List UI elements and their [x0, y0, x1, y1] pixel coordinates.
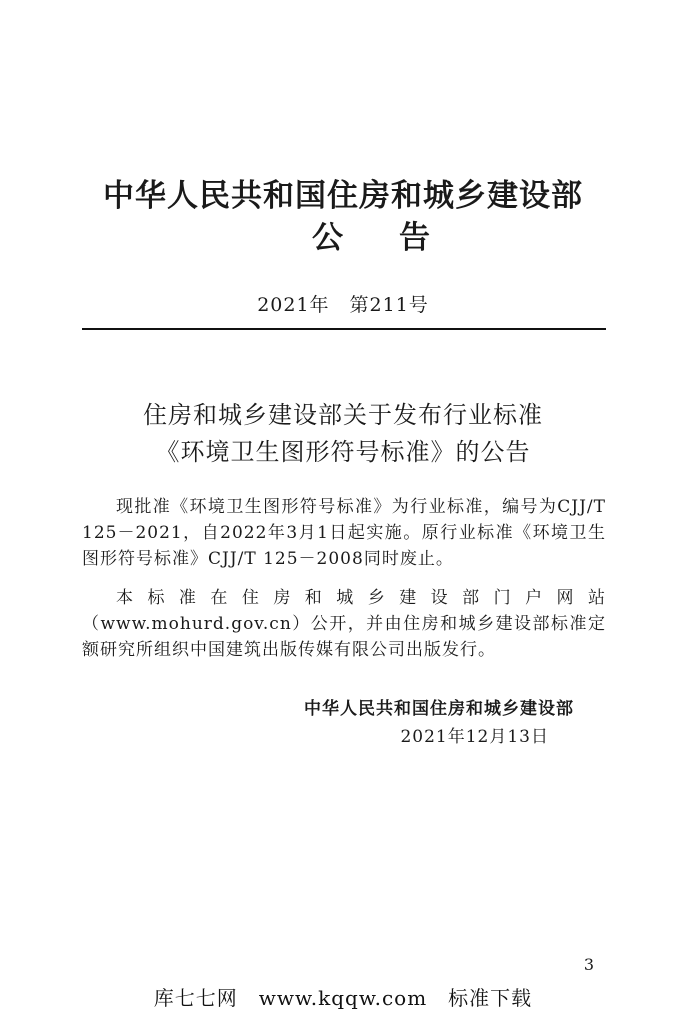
notice-heading: 公告 — [312, 220, 486, 256]
signature-date: 2021年12月13日 — [400, 727, 549, 747]
announcement-title-line2: 《环境卫生图形符号标准》的公告 — [155, 438, 531, 466]
page-number: 3 — [583, 955, 594, 974]
body-paragraph-2: 本标准在住房和城乡建设部门户网站（www.mohurd.gov.cn）公开，并由住房和城乡建设部标准定额研究所组织中国建筑出版传媒有限公司出版发行。 — [82, 588, 606, 660]
body-paragraph-1: 现批准《环境卫生图形符号标准》为行业标准，编号为CJJ/T 125－2021，自2022年3月1日起实施。原行业标准《环境卫生图形符号标准》CJJ/T 125－2008同时废止。 — [82, 497, 606, 569]
issue-number: 2021年 第211号 — [257, 294, 429, 316]
ministry-title: 中华人民共和国住房和城乡建设部 — [103, 178, 583, 214]
watermark-footer: 库七七网 www.kqqw.com 标准下载 — [153, 986, 533, 1010]
divider-rule — [82, 328, 606, 330]
signature-organization: 中华人民共和国住房和城乡建设部 — [304, 699, 574, 719]
announcement-title-line1: 住房和城乡建设部关于发布行业标准 — [143, 401, 543, 429]
